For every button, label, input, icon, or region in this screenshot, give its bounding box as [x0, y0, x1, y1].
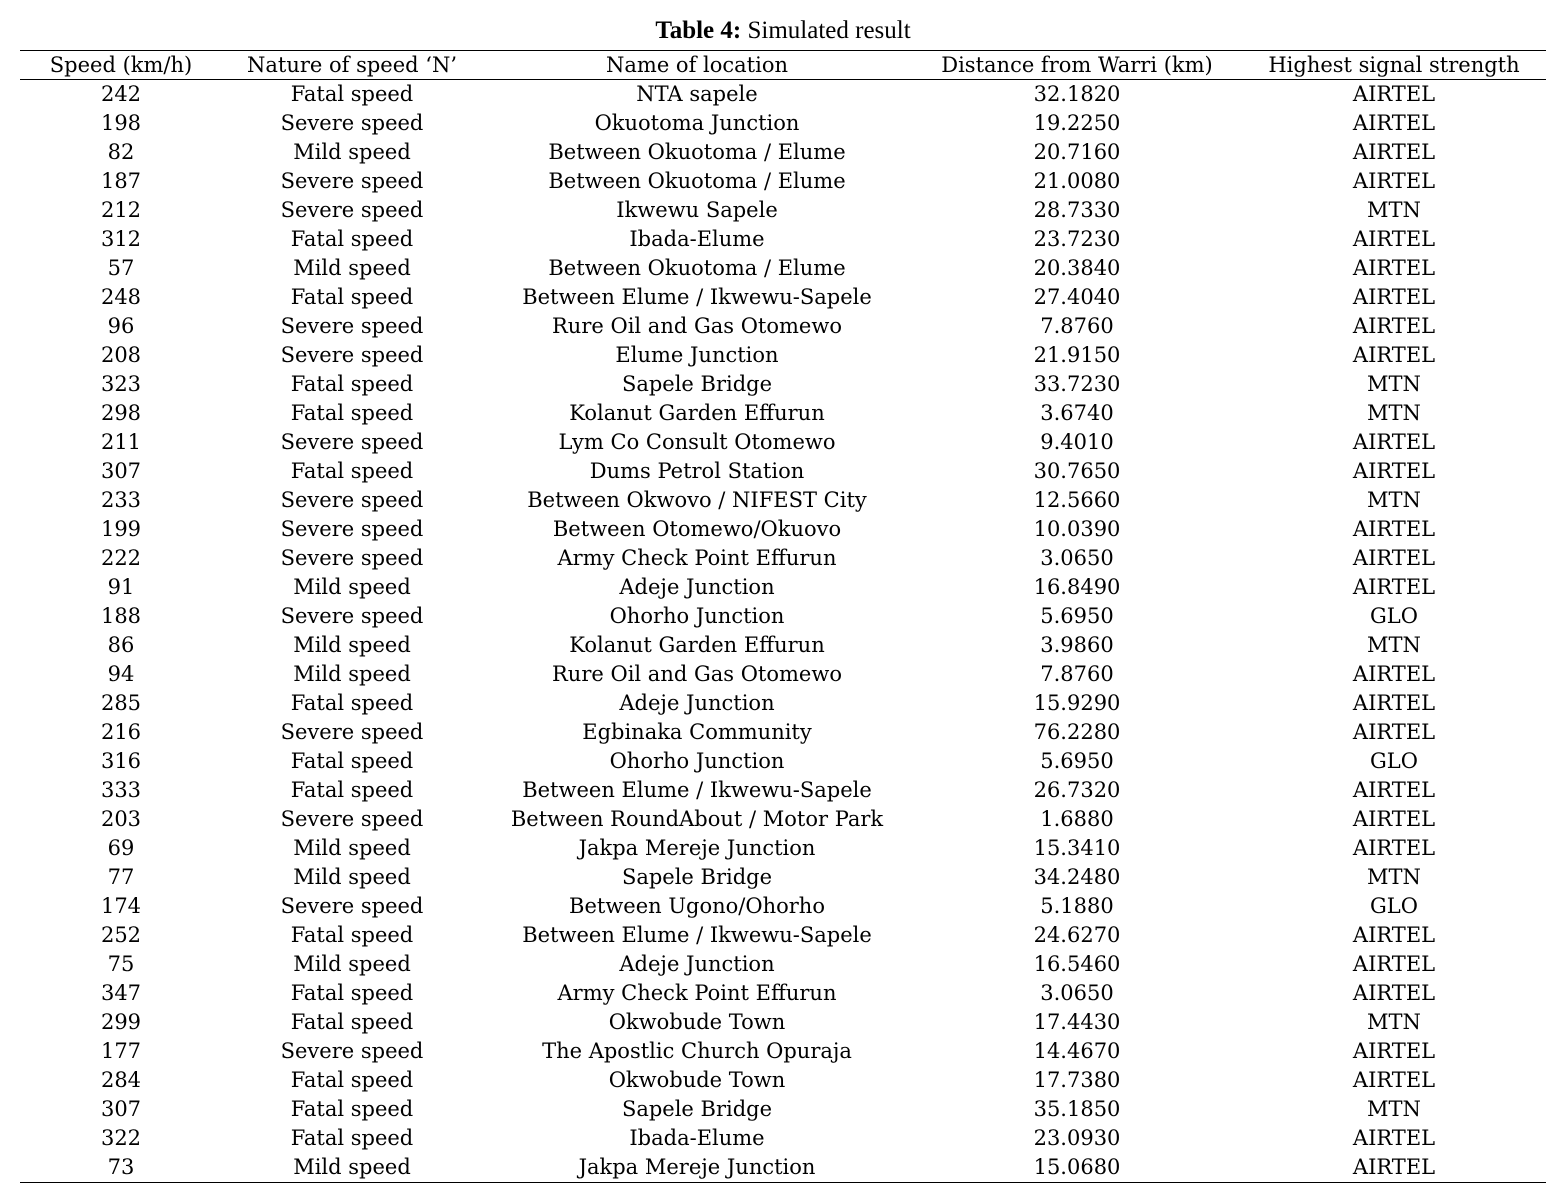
cell-speed: 69 — [107, 836, 135, 860]
cell-signal-strength: AIRTEL — [1352, 720, 1436, 744]
cell-speed: 252 — [100, 923, 142, 947]
cell-nature-of-speed: Severe speed — [280, 430, 424, 454]
cell-signal-strength: GLO — [1370, 749, 1418, 773]
cell-speed: 211 — [100, 430, 142, 454]
cell-nature-of-speed: Mild speed — [293, 865, 411, 889]
cell-speed: 322 — [100, 1126, 142, 1150]
cell-distance: 15.9290 — [1033, 691, 1121, 715]
cell-distance: 3.9860 — [1040, 633, 1114, 657]
cell-speed: 347 — [100, 981, 142, 1005]
cell-signal-strength: MTN — [1367, 372, 1421, 396]
cell-speed: 323 — [100, 372, 142, 396]
cell-distance: 16.8490 — [1033, 575, 1121, 599]
table-row — [20, 428, 1546, 457]
cell-nature-of-speed: Fatal speed — [290, 1010, 414, 1034]
table-row — [20, 1153, 1546, 1183]
cell-signal-strength: AIRTEL — [1352, 140, 1436, 164]
table-row — [20, 660, 1546, 689]
cell-speed: 86 — [107, 633, 135, 657]
cell-distance: 15.3410 — [1033, 836, 1121, 860]
cell-signal-strength: AIRTEL — [1352, 923, 1436, 947]
cell-nature-of-speed: Severe speed — [280, 720, 424, 744]
cell-distance: 20.3840 — [1033, 256, 1121, 280]
cell-nature-of-speed: Mild speed — [293, 633, 411, 657]
cell-distance: 16.5460 — [1033, 952, 1121, 976]
cell-nature-of-speed: Fatal speed — [290, 401, 414, 425]
cell-distance: 17.4430 — [1033, 1010, 1121, 1034]
cell-nature-of-speed: Severe speed — [280, 807, 424, 831]
cell-signal-strength: AIRTEL — [1352, 82, 1436, 106]
cell-nature-of-speed: Severe speed — [280, 314, 424, 338]
cell-signal-strength: AIRTEL — [1352, 285, 1436, 309]
cell-signal-strength: GLO — [1370, 604, 1418, 628]
table-row — [20, 892, 1546, 921]
cell-speed: 77 — [107, 865, 135, 889]
cell-distance: 34.2480 — [1033, 865, 1121, 889]
cell-distance: 21.0080 — [1033, 169, 1121, 193]
simulated-result-table — [20, 50, 1546, 1183]
cell-signal-strength: AIRTEL — [1352, 575, 1436, 599]
table-row — [20, 718, 1546, 747]
cell-location: Between RoundAbout / Motor Park — [510, 807, 884, 831]
cell-location: Between Okwovo / NIFEST City — [527, 488, 867, 512]
cell-signal-strength: AIRTEL — [1352, 314, 1436, 338]
cell-speed: 222 — [100, 546, 142, 570]
table-row — [20, 602, 1546, 631]
header-distance: Distance from Warri (km) — [912, 51, 1242, 80]
table-row — [20, 196, 1546, 225]
cell-nature-of-speed: Fatal speed — [290, 1126, 414, 1150]
cell-signal-strength: AIRTEL — [1352, 1068, 1436, 1092]
table-row — [20, 776, 1546, 805]
cell-signal-strength: AIRTEL — [1352, 691, 1436, 715]
cell-location: Jakpa Mereje Junction — [482, 1153, 912, 1183]
cell-location: Kolanut Garden Effurun — [569, 633, 825, 657]
cell-nature-of-speed: Mild speed — [293, 256, 411, 280]
cell-distance: 7.8760 — [1040, 662, 1114, 686]
cell-speed: 82 — [107, 140, 135, 164]
cell-nature-of-speed: Fatal speed — [290, 459, 414, 483]
cell-distance: 28.7330 — [1033, 198, 1121, 222]
cell-speed: 57 — [107, 256, 135, 280]
cell-location: Adeje Junction — [619, 691, 775, 715]
cell-signal-strength: AIRTEL — [1352, 459, 1436, 483]
table-row — [20, 254, 1546, 283]
table-row — [20, 80, 1546, 110]
cell-location: Lym Co Consult Otomewo — [558, 430, 836, 454]
cell-nature-of-speed: Fatal speed — [290, 778, 414, 802]
cell-distance: 23.7230 — [1033, 227, 1121, 251]
cell-distance: 20.7160 — [1033, 140, 1121, 164]
cell-location: Dums Petrol Station — [589, 459, 805, 483]
cell-signal-strength: AIRTEL — [1352, 111, 1436, 135]
cell-signal-strength: MTN — [1367, 401, 1421, 425]
cell-speed: 75 — [107, 952, 135, 976]
table-row — [20, 979, 1546, 1008]
cell-distance: 35.1850 — [1033, 1097, 1121, 1121]
cell-nature-of-speed: Severe speed — [280, 604, 424, 628]
cell-speed: 94 — [107, 662, 135, 686]
cell-location: Kolanut Garden Effurun — [569, 401, 825, 425]
table-row — [20, 167, 1546, 196]
cell-distance: 3.0650 — [1040, 981, 1114, 1005]
cell-nature-of-speed: Fatal speed — [290, 1097, 414, 1121]
cell-signal-strength: GLO — [1370, 894, 1418, 918]
cell-signal-strength: AIRTEL — [1352, 1039, 1436, 1063]
cell-nature-of-speed: Fatal speed — [290, 691, 414, 715]
table-caption — [0, 14, 1566, 48]
cell-location: Between Otomewo/Okuovo — [552, 517, 842, 541]
cell-distance: 32.1820 — [1033, 82, 1121, 106]
cell-nature-of-speed: Severe speed — [280, 517, 424, 541]
cell-nature-of-speed: Mild speed — [293, 836, 411, 860]
table-row — [20, 1095, 1546, 1124]
cell-distance: 26.7320 — [1033, 778, 1121, 802]
table-row — [20, 312, 1546, 341]
cell-nature-of-speed: Mild speed — [293, 952, 411, 976]
cell-location: Adeje Junction — [619, 952, 775, 976]
cell-speed: 233 — [100, 488, 142, 512]
table-row — [20, 283, 1546, 312]
cell-nature-of-speed: Fatal speed — [290, 749, 414, 773]
table-caption-text: Simulated result — [747, 17, 911, 44]
table-row — [20, 544, 1546, 573]
cell-nature-of-speed: Fatal speed — [290, 1068, 414, 1092]
table-row — [20, 805, 1546, 834]
cell-nature-of-speed: Fatal speed — [290, 372, 414, 396]
cell-distance: 3.6740 — [1040, 401, 1114, 425]
cell-location: The Apostlic Church Opuraja — [542, 1039, 852, 1063]
cell-distance: 15.0680 — [912, 1153, 1242, 1183]
cell-location: Okwobude Town — [608, 1068, 786, 1092]
cell-nature-of-speed: Fatal speed — [290, 82, 414, 106]
cell-signal-strength: AIRTEL — [1352, 778, 1436, 802]
cell-nature-of-speed: Severe speed — [280, 198, 424, 222]
cell-distance: 1.6880 — [1040, 807, 1114, 831]
cell-nature-of-speed: Fatal speed — [290, 923, 414, 947]
cell-signal-strength: AIRTEL — [1352, 836, 1436, 860]
cell-distance: 27.4040 — [1033, 285, 1121, 309]
table-row — [20, 109, 1546, 138]
cell-distance: 30.7650 — [1033, 459, 1121, 483]
cell-location: Okwobude Town — [608, 1010, 786, 1034]
cell-location: Elume Junction — [615, 343, 779, 367]
cell-signal-strength: AIRTEL — [1352, 343, 1436, 367]
cell-speed: 299 — [100, 1010, 142, 1034]
cell-speed: 212 — [100, 198, 142, 222]
table-header — [20, 51, 1546, 80]
table-row — [20, 486, 1546, 515]
cell-location: Between Elume / Ikwewu-Sapele — [522, 923, 872, 947]
cell-nature-of-speed: Severe speed — [280, 546, 424, 570]
cell-speed: 285 — [100, 691, 142, 715]
cell-nature-of-speed: Fatal speed — [290, 981, 414, 1005]
header-row — [20, 51, 1546, 80]
cell-distance: 23.0930 — [1033, 1126, 1121, 1150]
cell-speed: 177 — [100, 1039, 142, 1063]
table-body — [20, 80, 1546, 1183]
table-caption-label: Table 4: — [655, 17, 742, 44]
cell-signal-strength: MTN — [1367, 198, 1421, 222]
table-row — [20, 225, 1546, 254]
table-row — [20, 515, 1546, 544]
cell-nature-of-speed: Severe speed — [280, 894, 424, 918]
cell-signal-strength: AIRTEL — [1352, 256, 1436, 280]
header-speed: Speed (km/h) — [20, 51, 222, 80]
cell-signal-strength: AIRTEL — [1352, 981, 1436, 1005]
cell-nature-of-speed: Severe speed — [280, 111, 424, 135]
cell-signal-strength: AIRTEL — [1352, 546, 1436, 570]
cell-signal-strength: MTN — [1367, 633, 1421, 657]
cell-distance: 3.0650 — [1040, 546, 1114, 570]
cell-location: Between Elume / Ikwewu-Sapele — [522, 285, 872, 309]
cell-distance: 12.5660 — [1033, 488, 1121, 512]
cell-distance: 24.6270 — [1033, 923, 1121, 947]
cell-speed: 298 — [100, 401, 142, 425]
cell-speed: 198 — [100, 111, 142, 135]
cell-distance: 14.4670 — [1033, 1039, 1121, 1063]
cell-distance: 21.9150 — [1033, 343, 1121, 367]
cell-location: Army Check Point Effurun — [557, 981, 837, 1005]
cell-signal-strength: MTN — [1367, 1097, 1421, 1121]
cell-speed: 91 — [107, 575, 135, 599]
cell-speed: 307 — [100, 459, 142, 483]
cell-location: Sapele Bridge — [621, 1097, 773, 1121]
cell-nature-of-speed: Fatal speed — [290, 227, 414, 251]
cell-location: Between Elume / Ikwewu-Sapele — [522, 778, 872, 802]
cell-distance: 33.7230 — [1033, 372, 1121, 396]
cell-distance: 5.1880 — [1040, 894, 1114, 918]
cell-signal-strength: MTN — [1367, 488, 1421, 512]
cell-location: Between Okuotoma / Elume — [548, 256, 846, 280]
table-row — [20, 689, 1546, 718]
table-row — [20, 1037, 1546, 1066]
table-row — [20, 1008, 1546, 1037]
cell-signal-strength: AIRTEL — [1352, 517, 1436, 541]
cell-location: Okuotoma Junction — [594, 111, 800, 135]
header-signal-strength: Highest signal strength — [1242, 51, 1546, 80]
cell-location: Ibada-Elume — [629, 1126, 765, 1150]
cell-location: Between Okuotoma / Elume — [548, 169, 846, 193]
cell-distance: 5.6950 — [1040, 604, 1114, 628]
cell-distance: 76.2280 — [1033, 720, 1121, 744]
table-row — [20, 138, 1546, 167]
cell-nature-of-speed: Severe speed — [280, 343, 424, 367]
cell-nature-of-speed: Fatal speed — [290, 285, 414, 309]
cell-distance: 7.8760 — [1040, 314, 1114, 338]
cell-location: Between Okuotoma / Elume — [548, 140, 846, 164]
table-row — [20, 834, 1546, 863]
table-row — [20, 747, 1546, 776]
table-row — [20, 1124, 1546, 1153]
cell-signal-strength: MTN — [1367, 865, 1421, 889]
cell-nature-of-speed: Mild speed — [293, 140, 411, 164]
cell-speed: 187 — [100, 169, 142, 193]
cell-location: Ibada-Elume — [629, 227, 765, 251]
cell-location: Egbinaka Community — [582, 720, 812, 744]
cell-distance: 9.4010 — [1040, 430, 1114, 454]
table-row — [20, 631, 1546, 660]
cell-speed: 73 — [20, 1153, 222, 1183]
table-row — [20, 1066, 1546, 1095]
cell-location: Rure Oil and Gas Otomewo — [552, 662, 842, 686]
cell-signal-strength: MTN — [1367, 1010, 1421, 1034]
cell-speed: 208 — [100, 343, 142, 367]
cell-distance: 5.6950 — [1040, 749, 1114, 773]
cell-speed: 248 — [100, 285, 142, 309]
cell-location: Rure Oil and Gas Otomewo — [552, 314, 842, 338]
cell-location: Adeje Junction — [619, 575, 775, 599]
cell-location: Jakpa Mereje Junction — [578, 836, 816, 860]
table-row — [20, 399, 1546, 428]
cell-location: Between Ugono/Ohorho — [569, 894, 825, 918]
cell-speed: 199 — [100, 517, 142, 541]
table-row — [20, 863, 1546, 892]
cell-location: Ohorho Junction — [609, 604, 785, 628]
cell-signal-strength: AIRTEL — [1352, 430, 1436, 454]
cell-speed: 284 — [100, 1068, 142, 1092]
cell-speed: 333 — [100, 778, 142, 802]
cell-location: NTA sapele — [636, 82, 758, 106]
cell-speed: 216 — [100, 720, 142, 744]
cell-signal-strength: AIRTEL — [1352, 662, 1436, 686]
cell-speed: 307 — [100, 1097, 142, 1121]
header-nature-of-speed: Nature of speed ‘N’ — [222, 51, 482, 80]
cell-location: Ohorho Junction — [609, 749, 785, 773]
cell-location: Sapele Bridge — [621, 372, 773, 396]
cell-speed: 188 — [100, 604, 142, 628]
cell-speed: 312 — [100, 227, 142, 251]
cell-nature-of-speed: Severe speed — [280, 169, 424, 193]
cell-signal-strength: AIRTEL — [1352, 169, 1436, 193]
cell-location: Army Check Point Effurun — [557, 546, 837, 570]
cell-signal-strength: AIRTEL — [1242, 1153, 1546, 1183]
cell-nature-of-speed: Severe speed — [280, 1039, 424, 1063]
cell-location: Sapele Bridge — [621, 865, 773, 889]
cell-speed: 316 — [100, 749, 142, 773]
cell-signal-strength: AIRTEL — [1352, 952, 1436, 976]
header-location: Name of location — [482, 51, 912, 80]
cell-distance: 17.7380 — [1033, 1068, 1121, 1092]
table-row — [20, 341, 1546, 370]
cell-location: Ikwewu Sapele — [616, 198, 778, 222]
table-row — [20, 950, 1546, 979]
cell-speed: 203 — [100, 807, 142, 831]
cell-nature-of-speed: Severe speed — [280, 488, 424, 512]
table-row — [20, 370, 1546, 399]
cell-distance: 19.2250 — [1033, 111, 1121, 135]
cell-speed: 96 — [107, 314, 135, 338]
cell-speed: 174 — [100, 894, 142, 918]
cell-nature-of-speed: Mild speed — [293, 575, 411, 599]
table-row — [20, 457, 1546, 486]
table-row — [20, 921, 1546, 950]
cell-distance: 10.0390 — [1033, 517, 1121, 541]
cell-signal-strength: AIRTEL — [1352, 1126, 1436, 1150]
cell-nature-of-speed: Mild speed — [222, 1153, 482, 1183]
cell-speed: 242 — [100, 82, 142, 106]
table-row — [20, 573, 1546, 602]
cell-nature-of-speed: Mild speed — [293, 662, 411, 686]
cell-signal-strength: AIRTEL — [1352, 227, 1436, 251]
cell-signal-strength: AIRTEL — [1352, 807, 1436, 831]
